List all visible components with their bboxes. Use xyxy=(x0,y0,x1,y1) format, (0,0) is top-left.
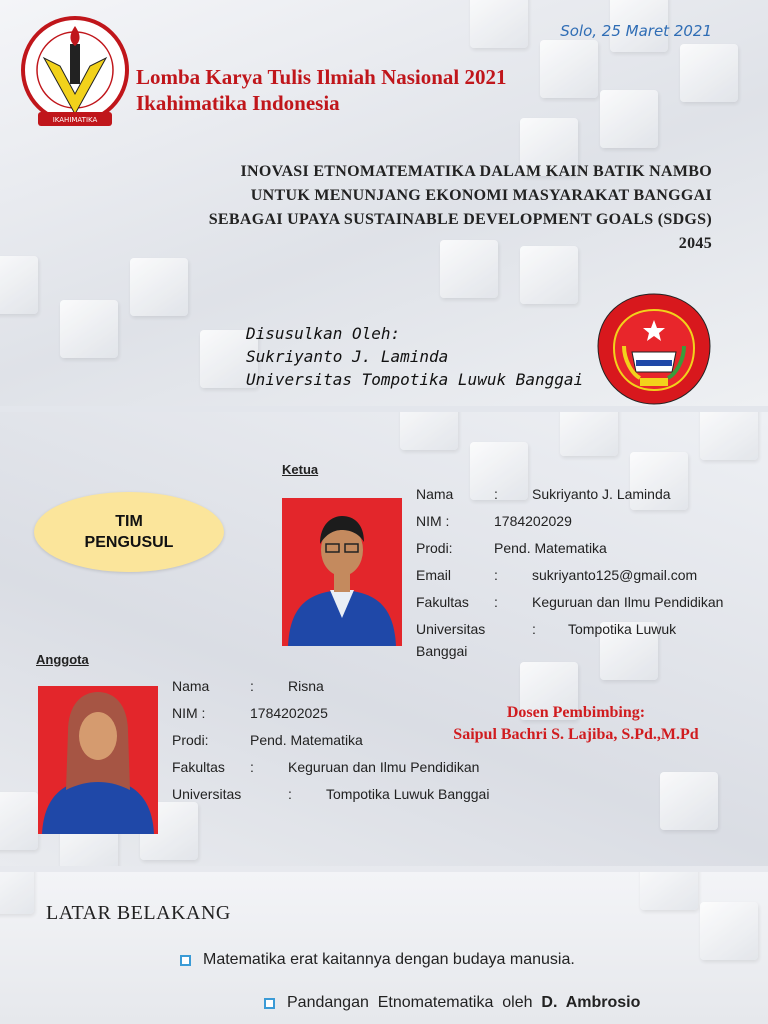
decor-square xyxy=(660,772,718,830)
decor-square xyxy=(600,90,658,148)
decor-square xyxy=(400,412,458,450)
decor-square xyxy=(700,902,758,960)
author-block xyxy=(246,322,583,391)
info-label: Nama xyxy=(172,678,210,694)
decor-square xyxy=(560,412,618,456)
decor-square xyxy=(130,258,188,316)
info-value: Keguruan dan Ilmu Pendidikan xyxy=(288,759,480,775)
paper-title-line: SEBAGAI UPAYA SUSTAINABLE DEVELOPMENT GOALS (SDGS) xyxy=(208,211,712,228)
info-label: Email xyxy=(416,567,452,583)
info-label: NIM : xyxy=(416,513,450,529)
info-sep: : xyxy=(494,594,498,610)
info-sep: : xyxy=(250,759,254,775)
decor-square xyxy=(0,792,38,850)
paper-title xyxy=(72,160,712,256)
info-value: Sukriyanto J. Laminda xyxy=(532,486,671,502)
logo-banner-text: IKAHIMATIKA xyxy=(52,116,98,124)
supervisor-name: Saipul Bachri S. Lajiba, S.Pd.,M.Pd xyxy=(453,726,699,743)
supervisor-block xyxy=(400,702,752,746)
decor-square xyxy=(640,872,698,910)
info-sep: : xyxy=(494,567,498,583)
info-label: Fakultas xyxy=(172,759,225,775)
bullet-item xyxy=(264,994,640,1012)
info-value: Tompotika Luwuk Banggai xyxy=(326,786,490,802)
info-value: Tompotika Luwuk xyxy=(568,621,677,637)
section-title: LATAR BELAKANG xyxy=(46,902,231,924)
info-label: Universitas xyxy=(172,786,242,802)
info-value: 1784202025 xyxy=(250,705,328,721)
checkbox-bullet-icon xyxy=(264,998,275,1009)
info-sep: : xyxy=(288,786,292,802)
ketua-photo xyxy=(282,498,402,646)
anggota-photo xyxy=(38,686,158,834)
info-sep: : xyxy=(532,621,536,637)
competition-organizer-line: Ikahimatika Indonesia xyxy=(136,91,340,115)
info-label: Fakultas xyxy=(416,594,469,610)
info-value: sukriyanto125@gmail.com xyxy=(532,567,698,583)
anggota-label: Anggota xyxy=(36,652,89,667)
competition-title xyxy=(136,64,507,116)
checkbox-bullet-icon xyxy=(180,955,191,966)
info-sep: : xyxy=(250,678,254,694)
info-label: Prodi: xyxy=(172,732,209,748)
tompotika-university-logo xyxy=(594,290,714,406)
info-label: Nama xyxy=(416,486,454,502)
decor-square xyxy=(0,256,38,314)
decor-square xyxy=(0,872,34,914)
title-slide xyxy=(0,0,768,406)
info-label: Universitas xyxy=(416,621,486,637)
decor-square xyxy=(540,40,598,98)
ketua-info xyxy=(416,486,756,666)
bullet-item xyxy=(180,951,575,969)
info-value: Pend. Matematika xyxy=(250,732,363,748)
decor-square xyxy=(680,44,738,102)
bullet-text: Pandangan Etnomatematika oleh xyxy=(287,994,542,1011)
bullet-emphasis: D. Ambrosio xyxy=(541,994,641,1011)
info-value: 1784202029 xyxy=(494,513,572,529)
paper-title-line: INOVASI ETNOMATEMATIKA DALAM KAIN BATIK NAMBO xyxy=(240,163,712,180)
presentation-date: Solo, 25 Maret 2021 xyxy=(560,22,712,40)
info-value: Pend. Matematika xyxy=(494,540,607,556)
decor-square xyxy=(60,300,118,358)
competition-title-line: Lomba Karya Tulis Ilmiah Nasional 2021 xyxy=(136,65,507,89)
ikahimatika-logo xyxy=(20,14,130,132)
paper-title-line: UNTUK MENUNJANG EKONOMI MASYARAKAT BANGGAI xyxy=(250,187,712,204)
ketua-label: Ketua xyxy=(282,462,319,477)
info-label: NIM : xyxy=(172,705,206,721)
team-badge xyxy=(34,492,224,572)
decor-square xyxy=(700,412,758,460)
info-sep: : xyxy=(494,486,498,502)
supervisor-label: Dosen Pembimbing: xyxy=(506,704,646,721)
badge-line: TIM xyxy=(115,513,143,530)
author-university: Universitas Tompotika Luwuk Banggai xyxy=(246,370,584,389)
decor-square xyxy=(470,0,528,48)
author-heading: Disusulkan Oleh: xyxy=(246,324,401,343)
bullet-text: Matematika erat kaitannya dengan budaya manusia. xyxy=(203,951,575,968)
paper-title-line: 2045 xyxy=(678,235,712,252)
info-value: Keguruan dan Ilmu Pendidikan xyxy=(532,594,724,610)
badge-line: PENGUSUL xyxy=(84,534,174,551)
info-value-cont: Banggai xyxy=(416,643,468,659)
info-value: Risna xyxy=(288,678,324,694)
info-label: Prodi: xyxy=(416,540,453,556)
author-name: Sukriyanto J. Laminda xyxy=(246,347,449,366)
